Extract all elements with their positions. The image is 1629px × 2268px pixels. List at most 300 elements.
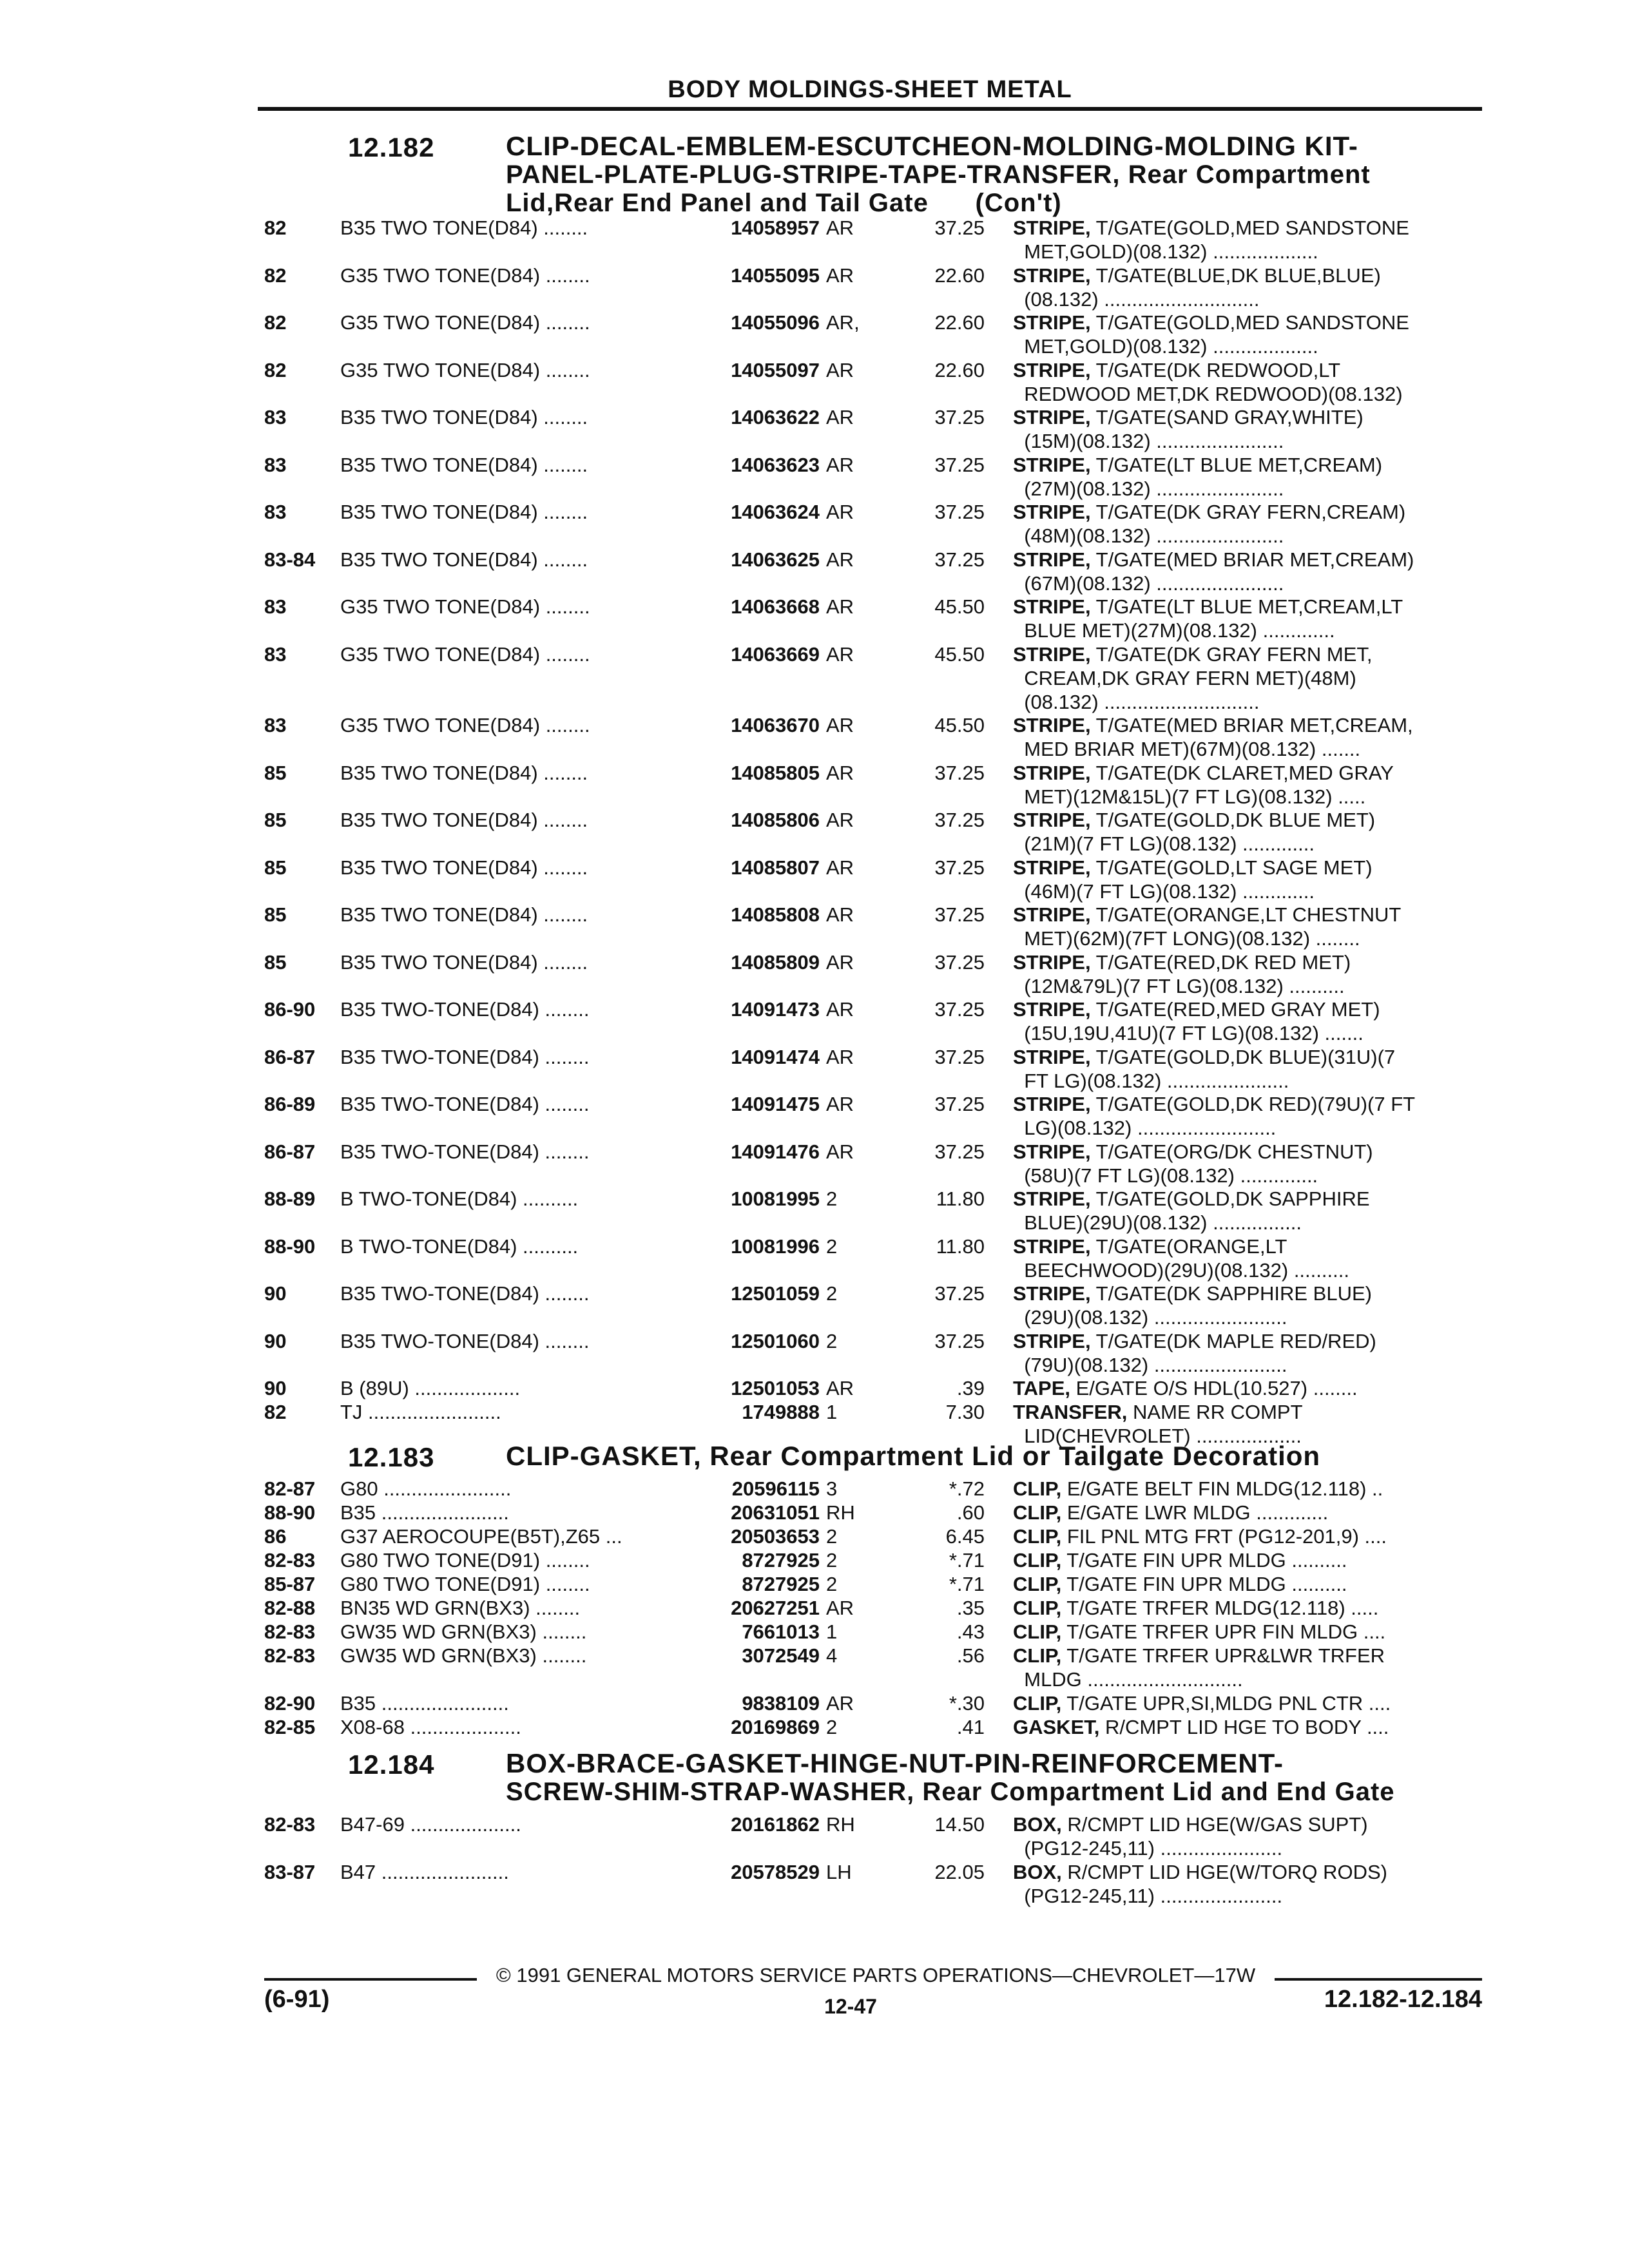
part-number: 14063623 <box>731 453 820 476</box>
quantity: AR <box>826 1597 854 1619</box>
section-title-line: SCREW-SHIM-STRAP-WASHER, Rear Compartment Lid and End Gate <box>506 1778 1395 1806</box>
part-description <box>1013 1691 1477 1715</box>
part-description-line <box>1013 1376 1477 1400</box>
part-description-line <box>1013 642 1477 666</box>
part-description-text: (46M)(7 FT LG)(08.132) ............. <box>1013 879 1315 903</box>
model-description: G35 TWO TONE(D84) ........ <box>340 714 590 736</box>
model-description: B35 TWO-TONE(D84) ........ <box>340 1093 590 1115</box>
part-number: 14055095 <box>731 264 820 287</box>
part-description-line <box>1013 500 1477 524</box>
part-number: 8727925 <box>742 1573 820 1595</box>
part-description-text: T/GATE TRFER UPR FIN MLDG .... <box>1061 1620 1386 1643</box>
part-name: STRIPE, <box>1013 406 1091 428</box>
part-description-line <box>1013 1884 1477 1908</box>
part-description-line <box>1013 1235 1477 1258</box>
part-description-text: FT LG)(08.132) ...................... <box>1013 1069 1289 1092</box>
model-year: 82-83 <box>264 1813 316 1836</box>
part-description <box>1013 500 1477 548</box>
model-description: G35 TWO TONE(D84) ........ <box>340 358 590 381</box>
model-description: G80 TWO TONE(D91) ........ <box>340 1549 590 1571</box>
model-description: B35 TWO TONE(D84) ........ <box>340 501 588 523</box>
part-description-text: T/GATE(DK SAPPHIRE BLUE) <box>1090 1282 1372 1305</box>
part-name: CLIP, <box>1013 1525 1062 1548</box>
part-description-text: (15U,19U,41U)(7 FT LG)(08.132) ....... <box>1013 1022 1364 1044</box>
model-year: 82-90 <box>264 1692 316 1715</box>
part-description <box>1013 1376 1477 1400</box>
quantity: 2 <box>826 1549 838 1571</box>
model-year: 83 <box>264 642 287 666</box>
price: 45.50 <box>934 714 985 736</box>
section-title-line: BOX-BRACE-GASKET-HINGE-NUT-PIN-REINFORCEMENT- <box>506 1748 1284 1778</box>
part-description-text: T/GATE(MED BRIAR MET,CREAM, <box>1090 714 1413 736</box>
model-description: G35 TWO TONE(D84) ........ <box>340 595 590 618</box>
model-description: B35 TWO TONE(D84) ........ <box>340 761 588 784</box>
part-name: STRIPE, <box>1013 642 1091 666</box>
part-description-line <box>1013 1116 1477 1140</box>
model-year: 90 <box>264 1282 287 1305</box>
model-year: 86-87 <box>264 1140 316 1163</box>
model-year: 82 <box>264 358 287 381</box>
part-number: 14091475 <box>731 1093 820 1115</box>
part-description-line <box>1013 1477 1477 1501</box>
model-description: GW35 WD GRN(BX3) ........ <box>340 1644 587 1667</box>
model-year: 85 <box>264 903 287 926</box>
model-year: 82-83 <box>264 1644 316 1667</box>
part-number: 10081996 <box>731 1235 820 1258</box>
model-year: 88-90 <box>264 1235 316 1258</box>
part-description-line <box>1013 1400 1477 1424</box>
part-name: STRIPE, <box>1013 264 1091 287</box>
part-description-line <box>1013 1524 1477 1548</box>
model-description: B35 ....................... <box>340 1692 509 1715</box>
model-year: 82 <box>264 311 287 334</box>
part-description-line <box>1013 619 1477 642</box>
part-name: CLIP, <box>1013 1573 1062 1595</box>
part-description-text: R/CMPT LID HGE(W/GAS SUPT) <box>1061 1813 1368 1836</box>
price: 22.60 <box>934 311 985 334</box>
quantity: 2 <box>826 1282 838 1305</box>
part-description-line <box>1013 1164 1477 1187</box>
part-number: 20161862 <box>731 1813 820 1836</box>
part-name: STRIPE, <box>1013 1093 1091 1115</box>
price: 6.45 <box>945 1525 985 1548</box>
part-description-line <box>1013 1069 1477 1093</box>
part-number: 14063668 <box>731 595 820 618</box>
part-description-text: T/GATE(LT BLUE MET,CREAM) <box>1090 453 1383 476</box>
part-number: 20596115 <box>731 1477 820 1500</box>
part-description-line <box>1013 761 1477 785</box>
quantity: AR <box>826 453 854 476</box>
price: 37.25 <box>934 809 985 831</box>
part-description <box>1013 1092 1477 1140</box>
part-description-text: NAME RR COMPT <box>1127 1401 1303 1423</box>
part-number: 14091474 <box>731 1045 820 1068</box>
model-year: 85 <box>264 856 287 879</box>
section-title-line: PANEL-PLATE-PLUG-STRIPE-TAPE-TRANSFER, Rear Compartment <box>506 160 1371 189</box>
part-description-line <box>1013 1548 1477 1572</box>
part-description-line <box>1013 264 1477 287</box>
section-title <box>506 132 1472 217</box>
model-description: B47 ....................... <box>340 1860 509 1883</box>
part-description-text: BEECHWOOD)(29U)(08.132) .......... <box>1013 1258 1349 1282</box>
part-description-text: (58U)(7 FT LG)(08.132) .............. <box>1013 1164 1318 1187</box>
quantity: AR <box>826 903 854 926</box>
part-description-line <box>1013 1258 1477 1282</box>
part-description-text: T/GATE(GOLD,DK BLUE)(31U)(7 <box>1090 1045 1396 1068</box>
price: .39 <box>956 1377 985 1399</box>
part-description-line <box>1013 287 1477 311</box>
part-number: 9838109 <box>742 1692 820 1715</box>
footer-date-code: (6-91) <box>264 1986 330 2013</box>
model-description: B35 TWO-TONE(D84) ........ <box>340 1282 590 1305</box>
footer-rule-right <box>1275 1978 1482 1981</box>
part-number: 14091473 <box>731 998 820 1021</box>
model-year: 85 <box>264 950 287 974</box>
part-description-text: T/GATE(GOLD,DK RED)(79U)(7 FT <box>1090 1093 1416 1115</box>
price: 37.25 <box>934 950 985 974</box>
price: 37.25 <box>934 501 985 523</box>
model-description: B35 TWO TONE(D84) ........ <box>340 406 588 428</box>
part-description-text: (27M)(08.132) ....................... <box>1013 477 1284 500</box>
price: 37.25 <box>934 998 985 1021</box>
section-title-line: Lid,Rear End Panel and Tail Gate (Con't) <box>506 189 1062 217</box>
part-description-text: T/GATE TRFER UPR&LWR TRFER <box>1061 1644 1385 1667</box>
part-name: STRIPE, <box>1013 595 1091 618</box>
model-description: B35 TWO TONE(D84) ........ <box>340 809 588 831</box>
part-description-text: T/GATE(DK REDWOOD,LT <box>1090 358 1341 381</box>
price: 22.05 <box>934 1860 985 1883</box>
model-description: G35 TWO TONE(D84) ........ <box>340 642 590 666</box>
part-description-text: T/GATE(SAND GRAY,WHITE) <box>1090 406 1364 428</box>
part-description-line <box>1013 358 1477 382</box>
price: 11.80 <box>936 1235 985 1258</box>
part-description <box>1013 903 1477 950</box>
part-description-text: BLUE)(29U)(08.132) ................ <box>1013 1211 1302 1234</box>
part-description-text: MET)(62M)(7FT LONG)(08.132) ........ <box>1013 927 1360 950</box>
price: *.72 <box>949 1477 985 1500</box>
part-number: 20627251 <box>731 1597 820 1619</box>
part-description <box>1013 1477 1477 1501</box>
price: .43 <box>956 1620 985 1643</box>
section-title-line: CLIP-GASKET, Rear Compartment Lid or Tailgate Decoration <box>506 1441 1321 1471</box>
model-description: B35 TWO-TONE(D84) ........ <box>340 1140 590 1163</box>
model-description: G80 TWO TONE(D91) ........ <box>340 1573 590 1595</box>
part-name: TAPE, <box>1013 1377 1070 1399</box>
part-description <box>1013 713 1477 761</box>
part-description-line <box>1013 856 1477 879</box>
part-number: 20578529 <box>731 1860 820 1883</box>
part-description <box>1013 1501 1477 1524</box>
section-header <box>264 132 1489 222</box>
model-description: B (89U) ................... <box>340 1377 521 1399</box>
part-name: GASKET, <box>1013 1716 1100 1738</box>
quantity: AR <box>826 264 854 287</box>
part-description <box>1013 1644 1477 1691</box>
part-name: STRIPE, <box>1013 1235 1091 1258</box>
part-description-text: T/GATE FIN UPR MLDG .......... <box>1061 1573 1347 1595</box>
quantity: 3 <box>826 1477 838 1500</box>
price: 37.25 <box>934 1140 985 1163</box>
part-name: CLIP, <box>1013 1692 1062 1715</box>
model-year: 83 <box>264 453 287 476</box>
part-description-line <box>1013 785 1477 809</box>
part-description-line <box>1013 1812 1477 1836</box>
part-description <box>1013 808 1477 856</box>
part-description-text: MED BRIAR MET)(67M)(08.132) ....... <box>1013 738 1361 760</box>
part-description-text: LG)(08.132) ......................... <box>1013 1117 1277 1139</box>
part-description-line <box>1013 903 1477 927</box>
part-number: 10081995 <box>731 1187 820 1210</box>
part-description-line <box>1013 1836 1477 1860</box>
footer-page-number: 12-47 <box>824 1995 877 2018</box>
part-description-text: T/GATE(BLUE,DK BLUE,BLUE) <box>1090 264 1381 287</box>
quantity: AR <box>826 761 854 784</box>
price: 11.80 <box>936 1187 985 1210</box>
part-description <box>1013 405 1477 453</box>
price: 45.50 <box>934 642 985 666</box>
part-description-text: (67M)(08.132) ....................... <box>1013 572 1284 595</box>
part-description-line <box>1013 879 1477 903</box>
part-description-line <box>1013 1305 1477 1329</box>
part-description-text: T/GATE(RED,DK RED MET) <box>1090 950 1351 974</box>
model-description: B35 TWO TONE(D84) ........ <box>340 903 588 926</box>
part-name: STRIPE, <box>1013 950 1091 974</box>
part-number: 8727925 <box>742 1549 820 1571</box>
part-number: 14085806 <box>731 809 820 831</box>
quantity: AR <box>826 1093 854 1115</box>
part-description <box>1013 1524 1477 1548</box>
model-description: B35 TWO TONE(D84) ........ <box>340 548 588 571</box>
quantity: AR, <box>826 311 860 334</box>
quantity: AR <box>826 998 854 1021</box>
price: 37.25 <box>934 1045 985 1068</box>
part-description-text: T/GATE TRFER MLDG(12.118) ..... <box>1061 1597 1379 1619</box>
model-year: 82-87 <box>264 1477 316 1500</box>
part-description <box>1013 1140 1477 1187</box>
quantity: 1 <box>826 1401 838 1423</box>
part-description <box>1013 1282 1477 1329</box>
model-description: TJ ........................ <box>340 1401 501 1423</box>
part-number: 14055097 <box>731 358 820 381</box>
part-description-line <box>1013 1140 1477 1164</box>
quantity: AR <box>826 358 854 381</box>
part-description <box>1013 1596 1477 1620</box>
part-number: 1749888 <box>742 1401 820 1423</box>
model-description: B TWO-TONE(D84) .......... <box>340 1235 579 1258</box>
part-description-text: (08.132) ............................ <box>1013 287 1260 311</box>
part-description-line <box>1013 1596 1477 1620</box>
price: .41 <box>956 1716 985 1738</box>
part-description <box>1013 1548 1477 1572</box>
part-description <box>1013 1235 1477 1282</box>
part-description-line <box>1013 1860 1477 1884</box>
part-description-line <box>1013 737 1477 761</box>
part-number: 14063622 <box>731 406 820 428</box>
model-year: 82 <box>264 264 287 287</box>
quantity: 4 <box>826 1644 838 1667</box>
part-number: 14063624 <box>731 501 820 523</box>
part-name: STRIPE, <box>1013 1329 1091 1352</box>
page-header: BODY MOLDINGS-SHEET METAL <box>668 76 1072 103</box>
price: 22.60 <box>934 358 985 381</box>
part-description-line <box>1013 334 1477 358</box>
model-description: G35 TWO TONE(D84) ........ <box>340 311 590 334</box>
part-number: 12501060 <box>731 1329 820 1352</box>
part-description-line <box>1013 1667 1477 1691</box>
model-description: B35 TWO TONE(D84) ........ <box>340 950 588 974</box>
model-year: 83 <box>264 406 287 428</box>
model-year: 90 <box>264 1377 287 1399</box>
part-description-line <box>1013 1572 1477 1596</box>
part-description <box>1013 1329 1477 1377</box>
price: 37.25 <box>934 216 985 239</box>
part-name: STRIPE, <box>1013 453 1091 476</box>
part-number: 14091476 <box>731 1140 820 1163</box>
quantity: 1 <box>826 1620 838 1643</box>
part-description <box>1013 311 1477 358</box>
quantity: AR <box>826 856 854 879</box>
quantity: LH <box>826 1860 852 1883</box>
part-name: STRIPE, <box>1013 501 1091 523</box>
quantity: 2 <box>826 1187 838 1210</box>
part-number: 12501059 <box>731 1282 820 1305</box>
section-title <box>506 1442 1472 1470</box>
part-description-text: T/GATE(DK GRAY FERN,CREAM) <box>1090 501 1406 523</box>
model-description: G80 ....................... <box>340 1477 512 1500</box>
part-name: STRIPE, <box>1013 1187 1091 1210</box>
part-description-text: T/GATE FIN UPR MLDG .......... <box>1061 1549 1347 1571</box>
part-description-line <box>1013 832 1477 856</box>
part-name: STRIPE, <box>1013 1140 1091 1163</box>
part-description-text: (79U)(08.132) ........................ <box>1013 1353 1287 1376</box>
model-description: B35 TWO TONE(D84) ........ <box>340 453 588 476</box>
part-description-text: (21M)(7 FT LG)(08.132) ............. <box>1013 832 1315 855</box>
part-description-text: T/GATE(DK MAPLE RED/RED) <box>1090 1329 1376 1352</box>
quantity: RH <box>826 1501 855 1524</box>
quantity: AR <box>826 501 854 523</box>
part-description-line <box>1013 808 1477 832</box>
part-number: 14058957 <box>731 216 820 239</box>
model-year: 86 <box>264 1525 287 1548</box>
price: *.71 <box>949 1573 985 1595</box>
price: 37.25 <box>934 453 985 476</box>
part-description <box>1013 997 1477 1045</box>
part-name: STRIPE, <box>1013 903 1091 926</box>
part-description <box>1013 358 1477 406</box>
part-description-line <box>1013 1021 1477 1045</box>
part-number: 14085808 <box>731 903 820 926</box>
part-number: 14085809 <box>731 950 820 974</box>
model-year: 86-89 <box>264 1093 316 1115</box>
part-description-text: R/CMPT LID HGE(W/TORQ RODS) <box>1061 1860 1387 1883</box>
price: 37.25 <box>934 761 985 784</box>
model-description: B35 TWO-TONE(D84) ........ <box>340 1045 590 1068</box>
header-rule <box>258 107 1482 111</box>
part-description <box>1013 761 1477 809</box>
part-description-line <box>1013 1187 1477 1211</box>
price: .35 <box>956 1597 985 1619</box>
part-name: STRIPE, <box>1013 998 1091 1021</box>
part-description-text: (PG12-245,11) ...................... <box>1013 1884 1283 1907</box>
footer-copyright: © 1991 GENERAL MOTORS SERVICE PARTS OPERATIONS—CHEVROLET—17W <box>496 1964 1256 1986</box>
part-name: CLIP, <box>1013 1597 1062 1619</box>
price: *.30 <box>949 1692 985 1715</box>
part-description-line <box>1013 1691 1477 1715</box>
part-name: BOX, <box>1013 1813 1062 1836</box>
price: .56 <box>956 1644 985 1667</box>
quantity: RH <box>826 1813 855 1836</box>
model-description: B35 TWO TONE(D84) ........ <box>340 216 588 239</box>
model-description: B35 TWO-TONE(D84) ........ <box>340 1329 590 1352</box>
part-description <box>1013 1187 1477 1235</box>
part-description-text: MLDG ............................ <box>1013 1668 1243 1691</box>
part-number: 14085807 <box>731 856 820 879</box>
quantity: 2 <box>826 1329 838 1352</box>
section-number: 12.182 <box>348 132 435 162</box>
part-number: 14063625 <box>731 548 820 571</box>
part-description-text: FIL PNL MTG FRT (PG12-201,9) .... <box>1061 1525 1387 1548</box>
part-description-line <box>1013 1715 1477 1739</box>
model-year: 83 <box>264 714 287 736</box>
part-name: CLIP, <box>1013 1549 1062 1571</box>
model-year: 82-83 <box>264 1549 316 1571</box>
part-description-line <box>1013 548 1477 572</box>
quantity: AR <box>826 950 854 974</box>
part-number: 20631051 <box>731 1501 820 1524</box>
part-number: 14063670 <box>731 714 820 736</box>
part-name: STRIPE, <box>1013 548 1091 571</box>
part-number: 14063669 <box>731 642 820 666</box>
model-description: B TWO-TONE(D84) .......... <box>340 1187 579 1210</box>
part-number: 14085805 <box>731 761 820 784</box>
part-description-text: T/GATE(GOLD,DK BLUE MET) <box>1090 809 1376 831</box>
part-description <box>1013 1620 1477 1644</box>
model-description: B35 TWO-TONE(D84) ........ <box>340 998 590 1021</box>
part-name: CLIP, <box>1013 1501 1062 1524</box>
model-year: 86-90 <box>264 998 316 1021</box>
part-description-line <box>1013 997 1477 1021</box>
part-description-line <box>1013 1045 1477 1069</box>
part-description <box>1013 1045 1477 1093</box>
part-number: 20169869 <box>731 1716 820 1738</box>
section-title-line: CLIP-DECAL-EMBLEM-ESCUTCHEON-MOLDING-MOLDING KIT- <box>506 131 1358 161</box>
price: 37.25 <box>934 856 985 879</box>
part-description <box>1013 264 1477 311</box>
model-description: BN35 WD GRN(BX3) ........ <box>340 1597 581 1619</box>
part-description <box>1013 642 1477 714</box>
part-name: CLIP, <box>1013 1644 1062 1667</box>
part-description-line <box>1013 1329 1477 1353</box>
part-name: BOX, <box>1013 1860 1062 1883</box>
part-description-line <box>1013 974 1477 998</box>
price: 7.30 <box>945 1401 985 1423</box>
price: 37.25 <box>934 903 985 926</box>
part-description-line <box>1013 311 1477 334</box>
quantity: AR <box>826 1140 854 1163</box>
part-name: CLIP, <box>1013 1477 1062 1500</box>
footer-rule-left <box>264 1978 477 1981</box>
part-description <box>1013 216 1477 264</box>
part-description-text: T/GATE(ORANGE,LT <box>1090 1235 1287 1258</box>
part-name: STRIPE, <box>1013 216 1091 239</box>
model-description: G37 AEROCOUPE(B5T),Z65 ... <box>340 1525 622 1548</box>
model-description: B35 TWO TONE(D84) ........ <box>340 856 588 879</box>
section-number: 12.183 <box>348 1442 435 1472</box>
model-year: 88-89 <box>264 1187 316 1210</box>
part-description-line <box>1013 666 1477 690</box>
part-number: 7661013 <box>742 1620 820 1643</box>
part-description-line <box>1013 1282 1477 1305</box>
